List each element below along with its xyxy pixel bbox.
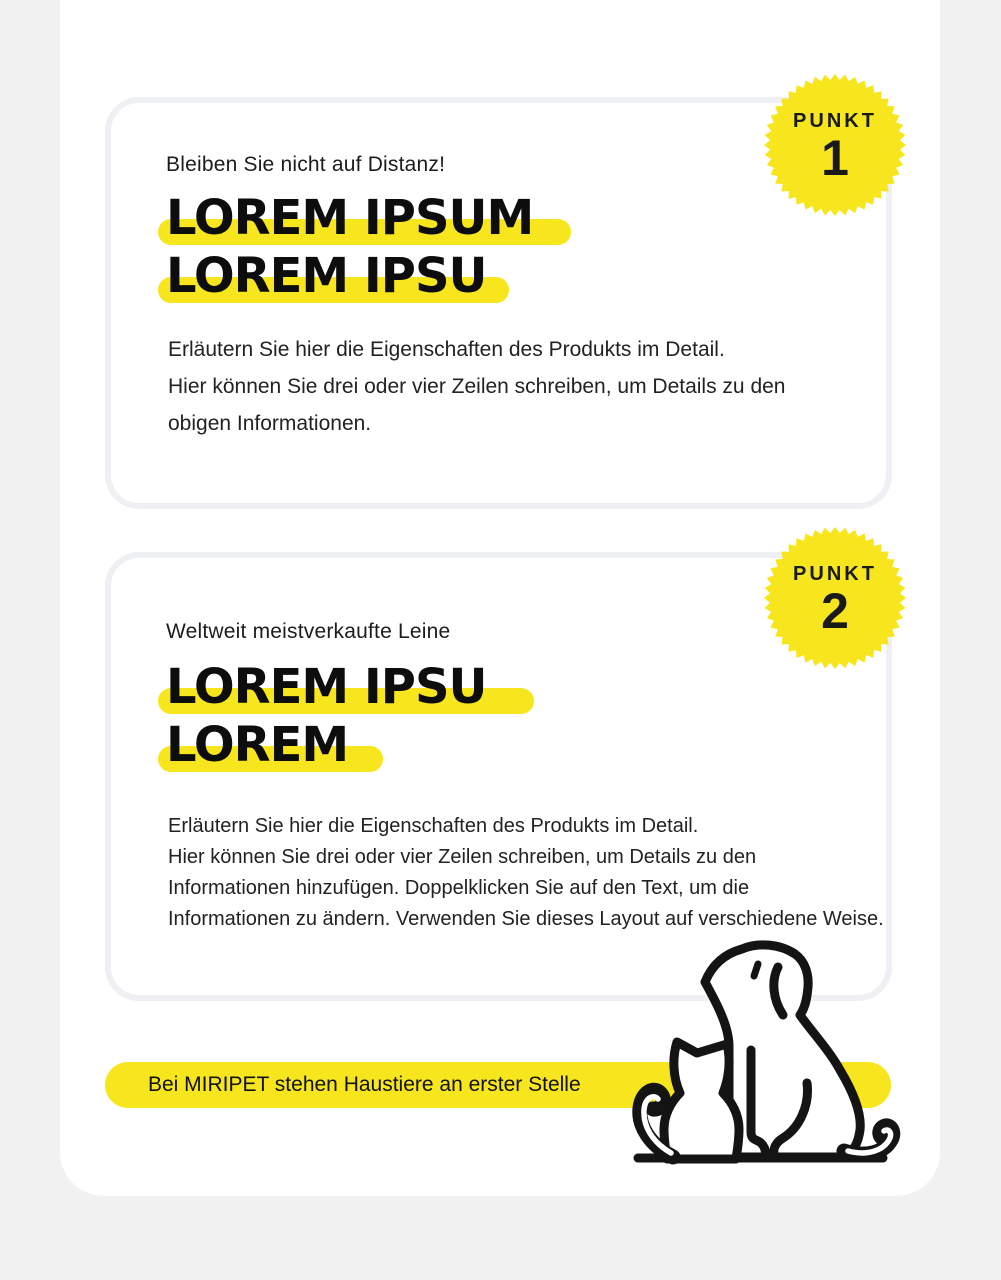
dog-cat-illustration <box>610 930 910 1178</box>
card2-body-line: Erläutern Sie hier die Eigenschaften des Produkts im Detail. <box>168 815 699 837</box>
banner-text: Bei MIRIPET stehen Haustiere an erster Stelle <box>148 1073 581 1096</box>
card1-body-line: Erläutern Sie hier die Eigenschaften des Produkts im Detail. <box>168 338 725 361</box>
card2-heading <box>166 658 487 774</box>
card1-heading-line2: LOREM IPSU <box>166 247 487 305</box>
card1-body-line: Hier können Sie drei oder vier Zeilen schreiben, um Details zu den <box>168 375 786 398</box>
badge2-number: 2 <box>821 582 849 639</box>
card2-body-line: Hier können Sie drei oder vier Zeilen schreiben, um Details zu den <box>168 846 757 868</box>
card2-kicker: Weltweit meistverkaufte Leine <box>166 620 451 643</box>
card2-body-line: Informationen zu ändern. Verwenden Sie dieses Layout auf verschiedene Weise. <box>168 908 884 930</box>
punkt-2-badge <box>762 525 908 671</box>
card1-body <box>168 331 785 442</box>
card1-heading <box>166 189 533 305</box>
card1-body-line: obigen Informationen. <box>168 412 372 435</box>
card2-heading-line2: LOREM <box>166 716 348 774</box>
badge2-label: PUNKT <box>793 562 877 585</box>
punkt-1-badge <box>762 72 908 218</box>
cat-icon <box>640 1042 739 1159</box>
card2-body-line: Informationen hinzufügen. Doppelklicken Sie auf den Text, um die <box>168 877 750 899</box>
card1-heading-line1: LOREM IPSUM <box>166 189 533 247</box>
card1-kicker: Bleiben Sie nicht auf Distanz! <box>166 153 446 176</box>
card2-heading-line1: LOREM IPSU <box>166 658 487 716</box>
badge1-label: PUNKT <box>793 109 877 132</box>
dog-eye <box>754 964 758 976</box>
card2-body <box>168 811 884 935</box>
badge1-number: 1 <box>821 129 849 186</box>
